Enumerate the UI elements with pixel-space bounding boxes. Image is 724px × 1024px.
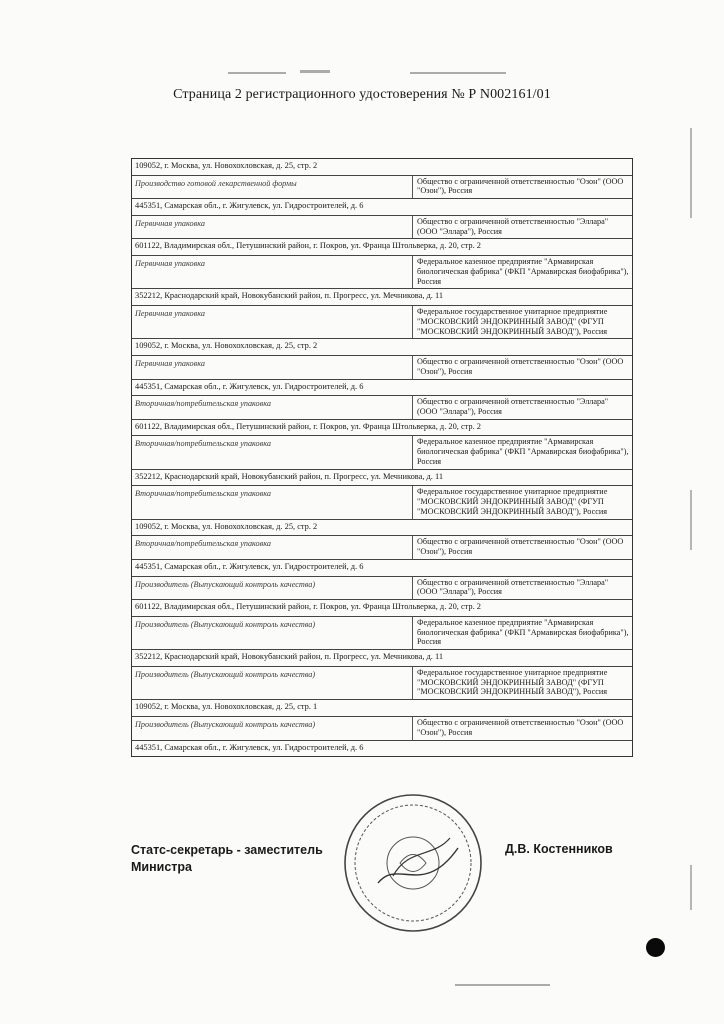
- stage-row: [132, 255, 632, 289]
- organization-cell: Общество с ограниченной ответственностью "Эллара" (ООО "Эллара"), Россия: [412, 577, 632, 600]
- signatory-position: [131, 842, 323, 876]
- scan-artifact: [228, 72, 286, 74]
- stage-role-cell: Вторичная/потребительская упаковка: [135, 439, 271, 449]
- address-row: [132, 519, 632, 536]
- scan-artifact: [410, 72, 506, 74]
- stage-row: [132, 175, 632, 199]
- address-cell: 352212, Краснодарский край, Новокубанский район, п. Прогресс, ул. Мечникова, д. 11: [135, 652, 444, 662]
- signatory-position-line1: Статс-секретарь - заместитель: [131, 843, 323, 857]
- address-row: [132, 379, 632, 396]
- organization-cell: Общество с ограниченной ответственностью "Озон" (ООО "Озон"), Россия: [412, 536, 632, 559]
- organization-cell: Федеральное государственное унитарное предприятие "МОСКОВСКИЙ ЭНДОКРИННЫЙ ЗАВОД" (ФГУП "МОСКОВСКИЙ ЭНДОКРИННЫЙ ЗАВОД"), Россия: [412, 667, 632, 700]
- organization-cell: Федеральное государственное унитарное предприятие "МОСКОВСКИЙ ЭНДОКРИННЫЙ ЗАВОД" (ФГУП "МОСКОВСКИЙ ЭНДОКРИННЫЙ ЗАВОД"), Россия: [412, 306, 632, 339]
- address-cell: 109052, г. Москва, ул. Новохохловская, д. 25, стр. 2: [135, 161, 318, 170]
- stage-role-cell: Первичная упаковка: [135, 358, 205, 368]
- address-row: [132, 649, 632, 666]
- stage-role-cell: Вторичная/потребительская упаковка: [135, 399, 271, 409]
- stage-row: [132, 215, 632, 239]
- stage-role-cell: Первичная упаковка: [135, 258, 205, 268]
- stage-row: [132, 576, 632, 600]
- organization-cell: Общество с ограниченной ответственностью "Озон" (ООО "Озон"), Россия: [412, 356, 632, 379]
- stage-row: [132, 616, 632, 650]
- organization-cell: Федеральное казенное предприятие "Армавирская биологическая фабрика" (ФКП "Армавирская биофабрика"), Россия: [412, 436, 632, 469]
- signatory-name: Д.В. Костенников: [505, 842, 613, 856]
- scan-edge-mark: [690, 865, 692, 910]
- address-row: [132, 198, 632, 215]
- address-cell: 352212, Краснодарский край, Новокубанский район, п. Прогресс, ул. Мечникова, д. 11: [135, 471, 444, 481]
- scan-artifact: [455, 984, 550, 986]
- stage-role-cell: Производство готовой лекарственной формы: [135, 178, 297, 188]
- address-cell: 601122, Владимирская обл., Петушинский район, г. Покров, ул. Франца Штольверка, д. 20, стр. 2: [135, 602, 481, 612]
- organization-cell: Общество с ограниченной ответственностью "Озон" (ООО "Озон"), Россия: [412, 176, 632, 199]
- stage-row: [132, 485, 632, 519]
- page-title: Страница 2 регистрационного удостоверения № Р N002161/01: [173, 87, 551, 102]
- punch-hole: [646, 938, 665, 957]
- scan-artifact: [300, 70, 330, 73]
- address-cell: 445351, Самарская обл., г. Жигулевск, ул. Гидростроителей, д. 6: [135, 742, 364, 752]
- organization-cell: Федеральное казенное предприятие "Армавирская биологическая фабрика" (ФКП "Армавирская биофабрика"), Россия: [412, 617, 632, 650]
- stage-role-cell: Первичная упаковка: [135, 308, 205, 318]
- scan-edge-mark: [690, 128, 692, 218]
- address-row: [132, 288, 632, 305]
- organization-cell: Федеральное казенное предприятие "Армавирская биологическая фабрика" (ФКП "Армавирская биофабрика"), Россия: [412, 256, 632, 289]
- address-cell: 445351, Самарская обл., г. Жигулевск, ул. Гидростроителей, д. 6: [135, 381, 364, 391]
- stage-role-cell: Вторичная/потребительская упаковка: [135, 489, 271, 499]
- address-row: [132, 469, 632, 486]
- registration-table: [131, 158, 633, 757]
- address-row: [132, 740, 632, 757]
- address-cell: 352212, Краснодарский край, Новокубанский район, п. Прогресс, ул. Мечникова, д. 11: [135, 291, 444, 301]
- address-cell: 109052, г. Москва, ул. Новохохловская, д. 25, стр. 2: [135, 521, 318, 531]
- signatory-position-line2: Министра: [131, 859, 192, 874]
- stage-row: [132, 395, 632, 419]
- stage-row: [132, 716, 632, 740]
- address-row: [132, 238, 632, 255]
- address-cell: 601122, Владимирская обл., Петушинский район, г. Покров, ул. Франца Штольверка, д. 20, стр. 2: [135, 421, 481, 431]
- address-row: [132, 699, 632, 716]
- organization-cell: Общество с ограниченной ответственностью "Эллара" (ООО "Эллара"), Россия: [412, 396, 632, 419]
- stage-row: [132, 435, 632, 469]
- stage-row: [132, 535, 632, 559]
- address-row: [132, 338, 632, 355]
- stage-role-cell: Производитель (Выпускающий контроль качества): [135, 619, 316, 629]
- stage-role-cell: Производитель (Выпускающий контроль качества): [135, 719, 316, 729]
- organization-cell: Общество с ограниченной ответственностью "Озон" (ООО "Озон"), Россия: [412, 717, 632, 740]
- address-cell: 109052, г. Москва, ул. Новохохловская, д. 25, стр. 1: [135, 702, 318, 712]
- address-row: [132, 599, 632, 616]
- stage-row: [132, 355, 632, 379]
- address-cell: 601122, Владимирская обл., Петушинский район, г. Покров, ул. Франца Штольверка, д. 20, стр. 2: [135, 241, 481, 251]
- scan-edge-mark: [690, 490, 692, 550]
- organization-cell: Федеральное государственное унитарное предприятие "МОСКОВСКИЙ ЭНДОКРИННЫЙ ЗАВОД" (ФГУП "МОСКОВСКИЙ ЭНДОКРИННЫЙ ЗАВОД"), Россия: [412, 486, 632, 519]
- stage-role-cell: Производитель (Выпускающий контроль качества): [135, 669, 316, 679]
- address-row: [132, 419, 632, 436]
- stage-row: [132, 666, 632, 700]
- address-cell: 445351, Самарская обл., г. Жигулевск, ул. Гидростроителей, д. 6: [135, 201, 364, 211]
- official-seal: [338, 788, 488, 938]
- address-row: [132, 159, 632, 175]
- address-row: [132, 559, 632, 576]
- stage-role-cell: Производитель (Выпускающий контроль качества): [135, 579, 316, 589]
- stage-role-cell: Первичная упаковка: [135, 218, 205, 228]
- stage-role-cell: Вторичная/потребительская упаковка: [135, 539, 271, 549]
- stage-row: [132, 305, 632, 339]
- address-cell: 445351, Самарская обл., г. Жигулевск, ул. Гидростроителей, д. 6: [135, 562, 364, 572]
- address-cell: 109052, г. Москва, ул. Новохохловская, д. 25, стр. 2: [135, 341, 318, 351]
- organization-cell: Общество с ограниченной ответственностью "Эллара" (ООО "Эллара"), Россия: [412, 216, 632, 239]
